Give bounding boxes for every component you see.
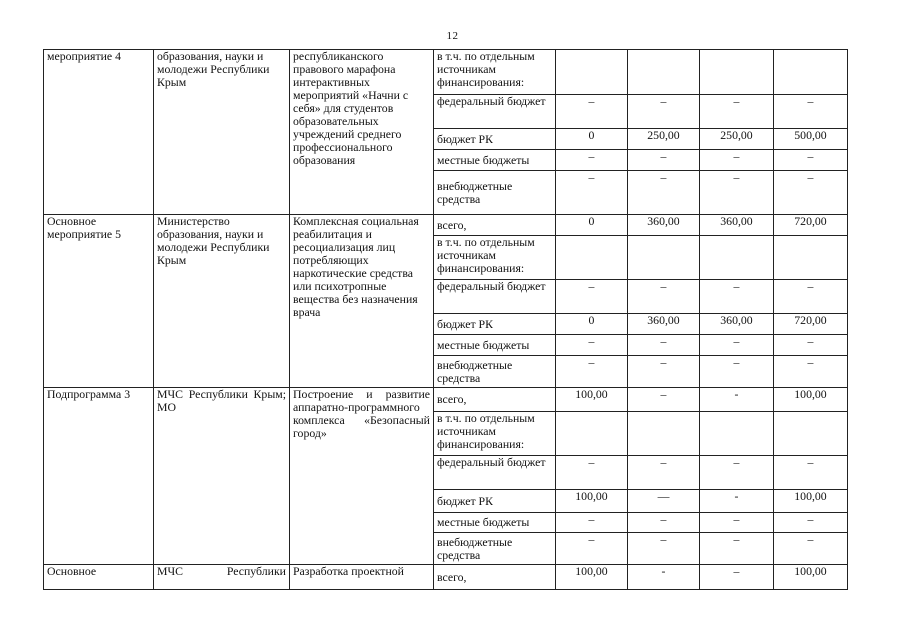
value-cell: – bbox=[700, 150, 774, 171]
source-cell: внебюджетные средства bbox=[434, 533, 556, 565]
value-cell: – bbox=[556, 280, 628, 314]
value-cell: – bbox=[700, 335, 774, 356]
description-cell: Построение и развитие аппаратно-программного комплекса «Безопасный город» bbox=[290, 388, 434, 565]
value-cell: 0 bbox=[556, 215, 628, 236]
value-cell bbox=[556, 50, 628, 95]
value-cell: 360,00 bbox=[628, 215, 700, 236]
value-cell bbox=[774, 50, 848, 95]
value-cell bbox=[628, 50, 700, 95]
value-cell: – bbox=[774, 280, 848, 314]
value-cell: 720,00 bbox=[774, 314, 848, 335]
value-cell: – bbox=[628, 150, 700, 171]
value-cell: – bbox=[556, 171, 628, 215]
table-row bbox=[44, 215, 848, 236]
value-cell bbox=[556, 412, 628, 456]
value-cell: — bbox=[628, 490, 700, 513]
value-cell: – bbox=[556, 456, 628, 490]
source-cell: бюджет РК bbox=[434, 314, 556, 335]
value-cell: 720,00 bbox=[774, 215, 848, 236]
source-cell: всего, bbox=[434, 388, 556, 412]
value-cell: - bbox=[700, 388, 774, 412]
value-cell: – bbox=[774, 513, 848, 533]
value-cell: – bbox=[700, 356, 774, 388]
value-cell: – bbox=[628, 335, 700, 356]
value-cell: – bbox=[556, 513, 628, 533]
value-cell: – bbox=[628, 95, 700, 129]
value-cell: - bbox=[700, 490, 774, 513]
source-cell: всего, bbox=[434, 215, 556, 236]
value-cell: – bbox=[628, 356, 700, 388]
value-cell: – bbox=[774, 533, 848, 565]
value-cell bbox=[628, 236, 700, 280]
value-cell: 100,00 bbox=[556, 490, 628, 513]
value-cell: – bbox=[700, 513, 774, 533]
value-cell: 100,00 bbox=[774, 388, 848, 412]
responsible-cell: образования, науки и молодежи Республики Крым bbox=[154, 50, 290, 215]
table-row bbox=[44, 388, 848, 412]
value-cell: – bbox=[774, 356, 848, 388]
value-cell bbox=[774, 236, 848, 280]
value-cell: – bbox=[700, 280, 774, 314]
source-cell: федеральный бюджет bbox=[434, 456, 556, 490]
value-cell: – bbox=[628, 513, 700, 533]
value-cell: – bbox=[774, 335, 848, 356]
description-cell: республиканского правового марафона интерактивных мероприятий «Начни с себя» для студентов образовательных учреждений среднего профессионального образования bbox=[290, 50, 434, 215]
value-cell: 250,00 bbox=[628, 129, 700, 150]
value-cell: – bbox=[700, 456, 774, 490]
source-cell: в т.ч. по отдельным источникам финансирования: bbox=[434, 50, 556, 95]
value-cell: – bbox=[556, 335, 628, 356]
source-cell: федеральный бюджет bbox=[434, 280, 556, 314]
value-cell: 360,00 bbox=[700, 215, 774, 236]
table-row bbox=[44, 50, 848, 95]
value-cell: 100,00 bbox=[556, 565, 628, 590]
value-cell: – bbox=[700, 171, 774, 215]
source-cell: всего, bbox=[434, 565, 556, 590]
value-cell: – bbox=[556, 533, 628, 565]
value-cell: – bbox=[774, 150, 848, 171]
value-cell: 0 bbox=[556, 129, 628, 150]
source-cell: в т.ч. по отдельным источникам финансирования: bbox=[434, 412, 556, 456]
value-cell bbox=[700, 236, 774, 280]
value-cell: – bbox=[628, 533, 700, 565]
funding-table bbox=[43, 49, 848, 590]
value-cell: – bbox=[700, 533, 774, 565]
source-cell: внебюджетные средства bbox=[434, 356, 556, 388]
value-cell: – bbox=[628, 388, 700, 412]
value-cell: 500,00 bbox=[774, 129, 848, 150]
value-cell: – bbox=[628, 456, 700, 490]
value-cell: – bbox=[628, 171, 700, 215]
value-cell: 360,00 bbox=[628, 314, 700, 335]
value-cell: – bbox=[556, 150, 628, 171]
value-cell: – bbox=[774, 171, 848, 215]
value-cell: – bbox=[774, 95, 848, 129]
program-cell: Основное bbox=[44, 565, 154, 590]
description-cell: Комплексная социальная реабилитация и ресоциализация лиц потребляющих наркотические средства или психотропные вещества без назначения врача bbox=[290, 215, 434, 388]
value-cell: – bbox=[556, 95, 628, 129]
value-cell: – bbox=[556, 356, 628, 388]
table-row bbox=[44, 565, 848, 590]
source-cell: федеральный бюджет bbox=[434, 95, 556, 129]
page-number: 12 bbox=[446, 30, 459, 42]
source-cell: местные бюджеты bbox=[434, 150, 556, 171]
program-cell: Основное мероприятие 5 bbox=[44, 215, 154, 388]
value-cell bbox=[700, 412, 774, 456]
source-cell: в т.ч. по отдельным источникам финансирования: bbox=[434, 236, 556, 280]
value-cell bbox=[556, 236, 628, 280]
value-cell: – bbox=[700, 95, 774, 129]
program-cell: мероприятие 4 bbox=[44, 50, 154, 215]
description-cell: Разработка проектной bbox=[290, 565, 434, 590]
source-cell: внебюджетные средства bbox=[434, 171, 556, 215]
value-cell bbox=[774, 412, 848, 456]
value-cell: 250,00 bbox=[700, 129, 774, 150]
responsible-cell: МЧС Республики bbox=[154, 565, 290, 590]
program-cell: Подпрограмма 3 bbox=[44, 388, 154, 565]
responsible-cell: МЧС Республики Крым; МО bbox=[154, 388, 290, 565]
value-cell: – bbox=[700, 565, 774, 590]
value-cell bbox=[700, 50, 774, 95]
value-cell: 100,00 bbox=[774, 565, 848, 590]
value-cell: – bbox=[774, 456, 848, 490]
source-cell: местные бюджеты bbox=[434, 513, 556, 533]
source-cell: местные бюджеты bbox=[434, 335, 556, 356]
value-cell: 360,00 bbox=[700, 314, 774, 335]
value-cell: 0 bbox=[556, 314, 628, 335]
value-cell: 100,00 bbox=[556, 388, 628, 412]
source-cell: бюджет РК bbox=[434, 490, 556, 513]
value-cell bbox=[628, 412, 700, 456]
value-cell: 100,00 bbox=[774, 490, 848, 513]
value-cell: - bbox=[628, 565, 700, 590]
value-cell: – bbox=[628, 280, 700, 314]
source-cell: бюджет РК bbox=[434, 129, 556, 150]
responsible-cell: Министерство образования, науки и молодежи Республики Крым bbox=[154, 215, 290, 388]
